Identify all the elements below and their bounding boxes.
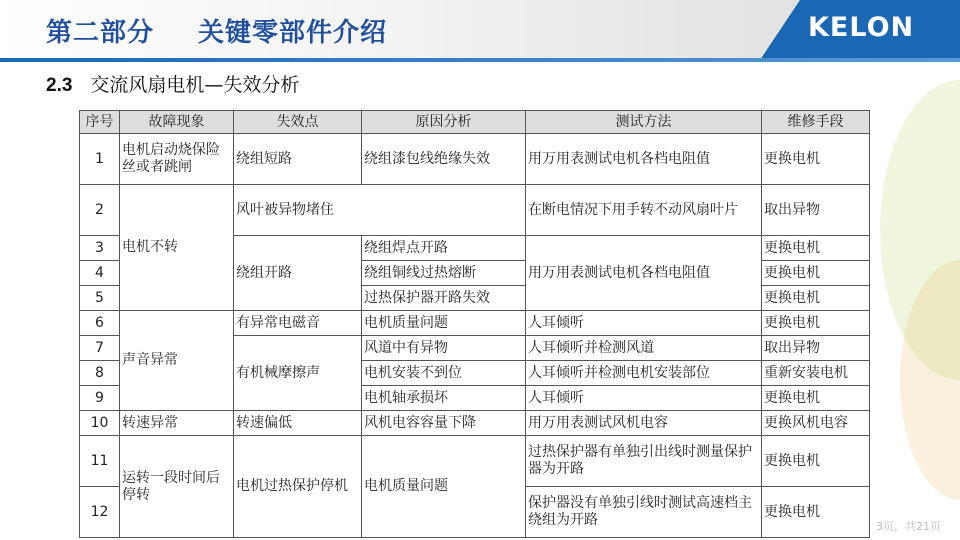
repair-cell: 更换电机: [762, 236, 870, 261]
table-row: [80, 134, 870, 185]
cause-cell: 绕组铜线过热熔断: [362, 261, 526, 286]
row-number: 1: [80, 134, 120, 185]
page-number: 3页，共21页: [876, 520, 941, 533]
repair-cell: 取出异物: [762, 185, 870, 236]
failure-point-cell: 风叶被异物堵住: [234, 185, 526, 236]
cause-cell: 电机质量问题: [362, 311, 526, 336]
row-number: 10: [80, 411, 120, 436]
symptom-cell: 转速异常: [120, 411, 234, 436]
row-number: 6: [80, 311, 120, 336]
symptom-cell: 声音异常: [120, 311, 234, 411]
symptom-cell: 电机启动烧保险丝或者跳闸: [120, 134, 234, 185]
table-row: [80, 185, 870, 236]
column-header: 维修手段: [762, 111, 870, 134]
cause-cell: 过热保护器开路失效: [362, 286, 526, 311]
section-title: 关键零部件介绍: [198, 18, 388, 48]
test-method-cell: 在断电情况下用手转不动风扇叶片: [526, 185, 762, 236]
table-row: [80, 436, 870, 487]
column-header: 序号: [80, 111, 120, 134]
test-method-cell: 用万用表测试电机各档电阻值: [526, 134, 762, 185]
repair-cell: 更换电机: [762, 386, 870, 411]
test-method-cell: 人耳倾听并检测电机安装部位: [526, 361, 762, 386]
column-header: 原因分析: [362, 111, 526, 134]
failure-point-cell: 绕组短路: [234, 134, 362, 185]
failure-point-cell: 电机过热保护停机: [234, 436, 362, 538]
subtitle-text: 交流风扇电机—失效分析: [90, 74, 300, 96]
repair-cell: 更换电机: [762, 487, 870, 538]
column-header: 失效点: [234, 111, 362, 134]
test-method-cell: 人耳倾听: [526, 311, 762, 336]
test-method-cell: 用万用表测试风机电容: [526, 411, 762, 436]
row-number: 12: [80, 487, 120, 538]
cause-cell: 绕组漆包线绝缘失效: [362, 134, 526, 185]
row-number: 11: [80, 436, 120, 487]
row-number: 3: [80, 236, 120, 261]
symptom-cell: 电机不转: [120, 185, 234, 311]
row-number: 7: [80, 336, 120, 361]
test-method-cell: 用万用表测试电机各档电阻值: [526, 236, 762, 311]
brand-logo: KELON: [808, 12, 915, 43]
repair-cell: 更换电机: [762, 286, 870, 311]
row-number: 8: [80, 361, 120, 386]
cause-cell: 风机电容容量下降: [362, 411, 526, 436]
repair-cell: 取出异物: [762, 336, 870, 361]
repair-cell: 更换风机电容: [762, 411, 870, 436]
repair-cell: 更换电机: [762, 436, 870, 487]
repair-cell: 更换电机: [762, 311, 870, 336]
row-number: 9: [80, 386, 120, 411]
test-method-cell: 过热保护器有单独引出线时测量保护器为开路: [526, 436, 762, 487]
test-method-cell: 人耳倾听: [526, 386, 762, 411]
slide-subtitle: [46, 70, 299, 97]
test-method-cell: 保护器没有单独引线时测试高速档主绕组为开路: [526, 487, 762, 538]
page-title: [46, 12, 387, 49]
failure-point-cell: 绕组开路: [234, 236, 362, 311]
cause-cell: 风道中有异物: [362, 336, 526, 361]
failure-point-cell: 有异常电磁音: [234, 311, 362, 336]
repair-cell: 重新安装电机: [762, 361, 870, 386]
header-divider: [0, 58, 960, 62]
repair-cell: 更换电机: [762, 134, 870, 185]
symptom-cell: 运转一段时间后停转: [120, 436, 234, 538]
cause-cell: 绕组焊点开路: [362, 236, 526, 261]
table-header-row: [80, 111, 870, 134]
failure-point-cell: 有机械摩擦声: [234, 336, 362, 411]
failure-point-cell: 转速偏低: [234, 411, 362, 436]
failure-analysis-table: [79, 110, 870, 538]
repair-cell: 更换电机: [762, 261, 870, 286]
column-header: 故障现象: [120, 111, 234, 134]
column-header: 测试方法: [526, 111, 762, 134]
table-row: [80, 311, 870, 336]
table-row: [80, 411, 870, 436]
test-method-cell: 人耳倾听并检测风道: [526, 336, 762, 361]
row-number: 2: [80, 185, 120, 236]
row-number: 4: [80, 261, 120, 286]
cause-cell: 电机安装不到位: [362, 361, 526, 386]
row-number: 5: [80, 286, 120, 311]
section-part: 第二部分: [46, 18, 155, 48]
subtitle-number: 2.3: [46, 75, 73, 96]
cause-cell: 电机质量问题: [362, 436, 526, 538]
cause-cell: 电机轴承损坏: [362, 386, 526, 411]
